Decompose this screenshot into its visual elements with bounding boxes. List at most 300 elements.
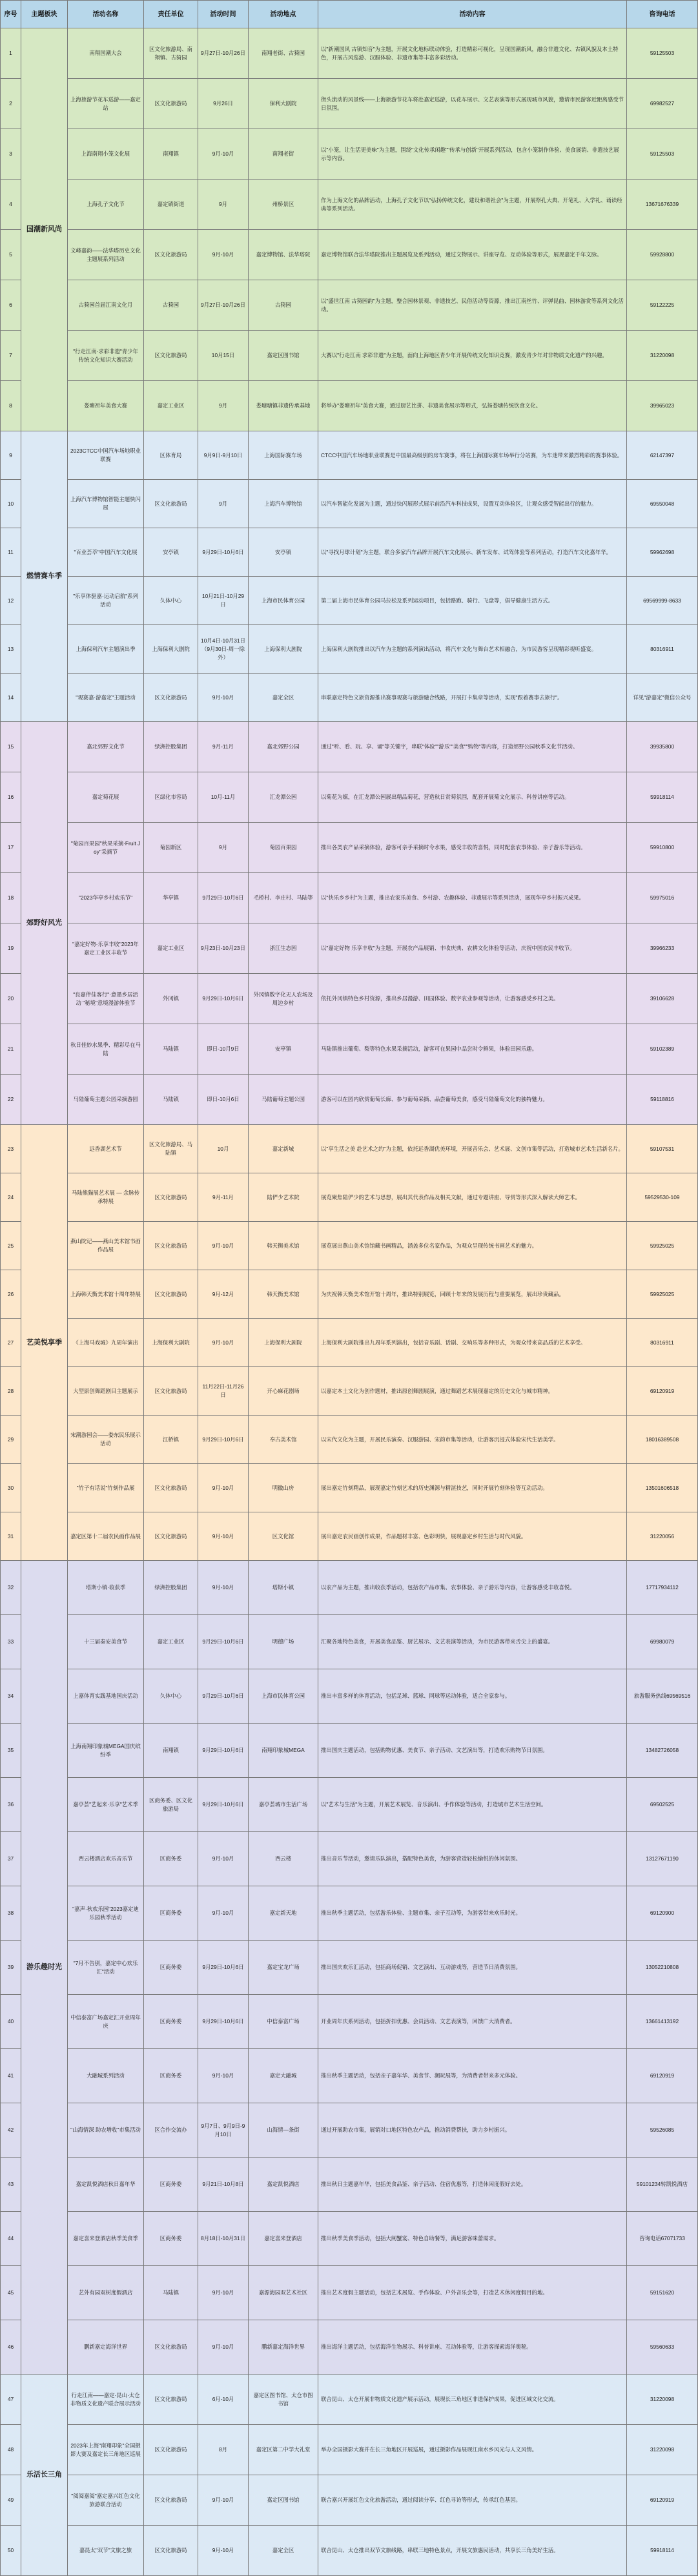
activity-place: 嘉定宝龙广场 bbox=[249, 1941, 318, 1995]
row-number: 30 bbox=[1, 1464, 21, 1512]
activity-content: 推出音乐节活动，邀请乐队演出，搭配特色美食，为游客营造轻松愉悦的休闲氛围。 bbox=[318, 1832, 627, 1886]
row-number: 28 bbox=[1, 1367, 21, 1416]
activity-place: 州桥景区 bbox=[249, 180, 318, 230]
contact-phone: 13661413192 bbox=[627, 1995, 698, 2049]
activity-place: 嘉定区图书馆 bbox=[249, 2475, 318, 2526]
activity-time: 9月-10月 bbox=[198, 2266, 249, 2320]
contact-phone: 69982527 bbox=[627, 79, 698, 129]
activity-name: 嘉定区第十二届农民画作品展 bbox=[68, 1512, 144, 1561]
activity-time: 即日-10月9日 bbox=[198, 1024, 249, 1075]
activity-content: 举办全国摄影大赛并在长三角地区开展巡展，通过摄影作品展现江南水乡风光与人文风情。 bbox=[318, 2425, 627, 2475]
responsible-unit: 区文化旅游局、马陆镇 bbox=[144, 1125, 198, 1173]
activity-place: 娄塘塘镇非遗传承基地 bbox=[249, 381, 318, 431]
activity-time: 9月-11月 bbox=[198, 722, 249, 772]
section-title: 乐活长三角 bbox=[21, 2375, 68, 2576]
activity-place: 汇龙潭公园 bbox=[249, 772, 318, 823]
contact-phone: 69120919 bbox=[627, 2475, 698, 2526]
contact-phone: 39966233 bbox=[627, 923, 698, 974]
table-row bbox=[1, 280, 698, 331]
responsible-unit: 马陆镇 bbox=[144, 1024, 198, 1075]
activity-place: 中信泰富广场 bbox=[249, 1995, 318, 2049]
activity-time: 9月-10月 bbox=[198, 1464, 249, 1512]
activity-time: 9月-10月 bbox=[198, 2320, 249, 2375]
activity-place: 嘉定凯悦酒店 bbox=[249, 2158, 318, 2212]
activity-content: 以"盛世江南 古猗园韵"为主题，整合园林景观、非遗技艺、民俗活动等资源，推出江南丝竹、评弹昆曲、园林游赏等系列文化活动。 bbox=[318, 280, 627, 331]
responsible-unit: 嘉定镇街道 bbox=[144, 180, 198, 230]
activity-content: 推出丰富多样的体育活动，包括足球、篮球、网球等运动体验，适合全家参与。 bbox=[318, 1669, 627, 1724]
table-row bbox=[1, 2475, 698, 2526]
responsible-unit: 区体育局 bbox=[144, 431, 198, 480]
contact-phone: 旅游服务热线69569516 bbox=[627, 1669, 698, 1724]
activity-place: 上海汽车博物馆 bbox=[249, 480, 318, 528]
row-number: 36 bbox=[1, 1778, 21, 1832]
row-number: 9 bbox=[1, 431, 21, 480]
table-row bbox=[1, 1886, 698, 1941]
activity-content: 上海保利大剧院推出以汽车为主题的系列演出活动，将汽车文化与舞台艺术相融合，为市民游客呈现精彩视听盛宴。 bbox=[318, 625, 627, 674]
header-name: 活动名称 bbox=[68, 1, 144, 28]
activity-time: 9月-11月 bbox=[198, 1173, 249, 1222]
responsible-unit: 南翔镇 bbox=[144, 129, 198, 180]
table-row bbox=[1, 625, 698, 674]
activity-place: 上海市民体育公园 bbox=[249, 577, 318, 625]
contact-phone: 69120919 bbox=[627, 2049, 698, 2103]
activity-content: 游客可以在园内欣赏葡萄长廊、参与葡萄采摘、品尝葡萄美食，感受马陆葡萄文化的独特魅力。 bbox=[318, 1075, 627, 1125]
table-row bbox=[1, 2526, 698, 2576]
row-number: 22 bbox=[1, 1075, 21, 1125]
row-number: 2 bbox=[1, 79, 21, 129]
header-time: 活动时间 bbox=[198, 1, 249, 28]
table-row bbox=[1, 2425, 698, 2475]
activity-content: 以"新潮国风 古镇知音"为主题，开展文化地标联动体验，打造精彩可视化，呈现国潮新风，融合非遗文化、古镇风貌及本土特色，开展古风巡游、汉服体验、非遗市集等丰富多彩活动。 bbox=[318, 28, 627, 79]
row-number: 16 bbox=[1, 772, 21, 823]
section-title: 燃情赛车季 bbox=[21, 431, 68, 722]
activity-content: 推出秋季美食季活动，包括大闸蟹宴、特色自助餐等，满足游客味蕾需求。 bbox=[318, 2212, 627, 2266]
activity-time: 9月-10月 bbox=[198, 230, 249, 280]
activity-time: 9月 bbox=[198, 180, 249, 230]
row-number: 40 bbox=[1, 1995, 21, 2049]
responsible-unit: 区商务委 bbox=[144, 1995, 198, 2049]
responsible-unit: 区文化旅游局 bbox=[144, 2526, 198, 2576]
responsible-unit: 菊园新区 bbox=[144, 823, 198, 873]
activity-place: 山海情—条街 bbox=[249, 2103, 318, 2158]
activity-name: "行走江南·求彩非遗"青少年传统文化知识大赛活动 bbox=[68, 331, 144, 381]
responsible-unit: 区商务委、区文化旅游局 bbox=[144, 1778, 198, 1832]
responsible-unit: 古猗园 bbox=[144, 280, 198, 331]
contact-phone: 59925025 bbox=[627, 1222, 698, 1270]
table-row bbox=[1, 1832, 698, 1886]
activity-place: 古猗园 bbox=[249, 280, 318, 331]
activity-time: 9月 bbox=[198, 480, 249, 528]
activity-content: 推出秋日主题嘉年华，包括美食品鉴、亲子活动、住宿优惠等，打造休闲度假好去处。 bbox=[318, 2158, 627, 2212]
activity-name: 上海南翔印象城MEGA国庆缤纷季 bbox=[68, 1724, 144, 1778]
activity-name: "7月不告别，嘉定中心欢乐汇"活动 bbox=[68, 1941, 144, 1995]
responsible-unit: 上海保利大剧院 bbox=[144, 625, 198, 674]
activity-time: 9月29日-10月6日 bbox=[198, 1778, 249, 1832]
contact-phone: 59918114 bbox=[627, 2526, 698, 2576]
row-number: 34 bbox=[1, 1669, 21, 1724]
activity-name: 远香湖艺术节 bbox=[68, 1125, 144, 1173]
row-number: 41 bbox=[1, 2049, 21, 2103]
activity-name: 上嘉体育实践基地国庆活动 bbox=[68, 1669, 144, 1724]
contact-phone: 69569999-8633 bbox=[627, 577, 698, 625]
row-number: 46 bbox=[1, 2320, 21, 2375]
activity-content: 嘉定博物馆联合法华塔院推出主题展览及系列活动，通过文物展示、讲座导览、互动体验等形式，展现嘉定千年文脉。 bbox=[318, 230, 627, 280]
contact-phone: 59118816 bbox=[627, 1075, 698, 1125]
row-number: 18 bbox=[1, 873, 21, 923]
table-row bbox=[1, 129, 698, 180]
row-number: 5 bbox=[1, 230, 21, 280]
activity-name: 上海南翔小笼文化展 bbox=[68, 129, 144, 180]
activity-time: 9月-10月 bbox=[198, 129, 249, 180]
responsible-unit: 区商务委 bbox=[144, 1941, 198, 1995]
table-row bbox=[1, 1270, 698, 1319]
activity-content: 推出国庆欢乐汇活动，包括商场促销、文艺演出、互动游戏等，营造节日消费氛围。 bbox=[318, 1941, 627, 1995]
activity-place: 明德广场 bbox=[249, 1615, 318, 1669]
activity-place: 嘉定新城 bbox=[249, 1125, 318, 1173]
activity-name: 大型原创舞蹈剧目主题展示 bbox=[68, 1367, 144, 1416]
contact-phone: 17717934112 bbox=[627, 1561, 698, 1615]
responsible-unit: 区文化旅游局 bbox=[144, 2320, 198, 2375]
table-body bbox=[1, 28, 698, 2576]
activity-name: 上海保利汽车主题演出季 bbox=[68, 625, 144, 674]
responsible-unit: 区文化旅游局 bbox=[144, 2375, 198, 2425]
table-row bbox=[1, 923, 698, 974]
table-row bbox=[1, 674, 698, 722]
header-theme: 主题板块 bbox=[21, 1, 68, 28]
activity-place: 奉古美术馆 bbox=[249, 1416, 318, 1464]
activity-name: "阅阅嘉阅"嘉定嘉兴红色文化旅游联合活动 bbox=[68, 2475, 144, 2526]
row-number: 50 bbox=[1, 2526, 21, 2576]
responsible-unit: 嘉定工业区 bbox=[144, 1615, 198, 1669]
activity-place: 外冈镇数字化无人农场及周边乡村 bbox=[249, 974, 318, 1024]
contact-phone: 31220098 bbox=[627, 331, 698, 381]
activity-content: 上海保利大剧院推出九周年系列演出，包括音乐剧、话剧、交响乐等多种形式，为观众带来高品质的艺术享受。 bbox=[318, 1319, 627, 1367]
table-row bbox=[1, 1416, 698, 1464]
row-number: 33 bbox=[1, 1615, 21, 1669]
table-row bbox=[1, 1561, 698, 1615]
activity-place: 安亭镇 bbox=[249, 528, 318, 577]
responsible-unit: 绿洲控股集团 bbox=[144, 722, 198, 772]
activity-name: 嘉北郊野文化节 bbox=[68, 722, 144, 772]
row-number: 29 bbox=[1, 1416, 21, 1464]
row-number: 48 bbox=[1, 2425, 21, 2475]
activity-content: 联合昆山、太仓推出双节文旅线路，串联三地特色景点，开展文旅惠民活动，共享长三角美好生活。 bbox=[318, 2526, 627, 2576]
contact-phone: 详见"游嘉定"微信公众号 bbox=[627, 674, 698, 722]
contact-phone: 59910800 bbox=[627, 823, 698, 873]
activity-content: 以嘉定本土文化为创作题材，推出原创舞剧展演，通过舞蹈艺术展现嘉定的历史文化与城市精神。 bbox=[318, 1367, 627, 1416]
table-row bbox=[1, 1173, 698, 1222]
responsible-unit: 南翔镇 bbox=[144, 1724, 198, 1778]
activity-content: 马陆镇推出葡萄、梨等特色水果采摘活动，游客可在果园中品尝时令鲜果，体验田园乐趣。 bbox=[318, 1024, 627, 1075]
activity-content: 展出嘉定竹刻精品，展现嘉定竹刻艺术的历史渊源与精湛技艺，同时开展竹刻体验等互动活动。 bbox=[318, 1464, 627, 1512]
activity-name: 嘉定喜来登酒店秋季美食季 bbox=[68, 2212, 144, 2266]
row-number: 43 bbox=[1, 2158, 21, 2212]
responsible-unit: 区文化旅游局 bbox=[144, 1270, 198, 1319]
header-row bbox=[1, 1, 698, 28]
activity-content: 依托外冈镇特色乡村资源，推出乡居漫游、田园体验、数字农业参观等活动，让游客感受乡村之美。 bbox=[318, 974, 627, 1024]
activity-place: 韩天衡美术馆 bbox=[249, 1222, 318, 1270]
section-title: 郊野好风光 bbox=[21, 722, 68, 1125]
responsible-unit: 区商务委 bbox=[144, 1832, 198, 1886]
table-row bbox=[1, 2049, 698, 2103]
responsible-unit: 嘉定工业区 bbox=[144, 923, 198, 974]
activity-name: "乐享体驱嘉·运动启航"系列活动 bbox=[68, 577, 144, 625]
activity-name: 燕山院记——燕山美术馆书画作品展 bbox=[68, 1222, 144, 1270]
activity-time: 9月-10月 bbox=[198, 2049, 249, 2103]
activity-content: 以农产品为主题，推出收获季活动，包括农产品市集、农事体验、亲子游乐等内容，让游客感受丰收喜悦。 bbox=[318, 1561, 627, 1615]
row-number: 26 bbox=[1, 1270, 21, 1319]
table-row bbox=[1, 79, 698, 129]
activity-time: 8月18日-10月31日 bbox=[198, 2212, 249, 2266]
activity-name: 嘉定菊花展 bbox=[68, 772, 144, 823]
activity-time: 9月-10月 bbox=[198, 1512, 249, 1561]
activity-content: 以"快乐乡乡村"为主题，推出农家乐美食、乡村游、农趣体验、非遗展示等系列活动，展现华亭乡村振兴成果。 bbox=[318, 873, 627, 923]
activity-time: 9月29日-10月6日 bbox=[198, 1669, 249, 1724]
responsible-unit: 区文化旅游局 bbox=[144, 1367, 198, 1416]
activity-name: 行走江南——嘉定·昆山·太仓非物质文化遗产联合展示活动 bbox=[68, 2375, 144, 2425]
activity-content: 为庆祝韩天衡美术馆开馆十周年，推出特别展览，回顾十年来的发展历程与重要展览，展出珍贵藏品。 bbox=[318, 1270, 627, 1319]
activity-time: 10月 bbox=[198, 1125, 249, 1173]
contact-phone: 59125503 bbox=[627, 129, 698, 180]
activity-time: 9月7日、9月9日-9月10日 bbox=[198, 2103, 249, 2158]
contact-phone: 69550048 bbox=[627, 480, 698, 528]
contact-phone: 59975016 bbox=[627, 873, 698, 923]
activity-content: 以"小笼，让生活更美味"为主题，围绕"文化传承闲趣""传承与创新"开展系列活动，包含小笼制作体验、美食展销、非遗技艺展示等内容。 bbox=[318, 129, 627, 180]
activity-time: 6月-10月 bbox=[198, 2375, 249, 2425]
activity-content: 展出嘉定农民画创作成果，作品题材丰富、色彩明快，展现嘉定乡村生活与时代风貌。 bbox=[318, 1512, 627, 1561]
activity-content: 以"艺术与生活"为主题，开展艺术展览、音乐演出、手作体验等活动，打造城市艺术生活空间。 bbox=[318, 1778, 627, 1832]
activity-time: 9月-10月 bbox=[198, 1832, 249, 1886]
row-number: 27 bbox=[1, 1319, 21, 1367]
table-row bbox=[1, 1512, 698, 1561]
table-row bbox=[1, 1724, 698, 1778]
activity-name: 嘉亭荟"艺起来·乐享"艺术季 bbox=[68, 1778, 144, 1832]
row-number: 4 bbox=[1, 180, 21, 230]
row-number: 20 bbox=[1, 974, 21, 1024]
activity-content: 第二届上海市民体育公园马拉松及系列运动项目，包括路跑、骑行、飞盘等，倡导健康生活方式。 bbox=[318, 577, 627, 625]
activity-content: 通过"听、看、玩、享、诵"等关键字，串联"体验""游乐""美食""购物"等内容，打造郊野公园秋季文化节活动。 bbox=[318, 722, 627, 772]
activity-content: 以"享生活之美 赴艺术之约"为主题，依托远香湖优美环境，开展音乐会、艺术展、文创市集等活动，打造城市艺术生活新名片。 bbox=[318, 1125, 627, 1173]
table-row bbox=[1, 28, 698, 79]
row-number: 42 bbox=[1, 2103, 21, 2158]
row-number: 17 bbox=[1, 823, 21, 873]
contact-phone: 59125503 bbox=[627, 28, 698, 79]
activity-name: 上海韩天衡美术馆十周年特展 bbox=[68, 1270, 144, 1319]
activity-place: 塔斯小镇 bbox=[249, 1561, 318, 1615]
row-number: 21 bbox=[1, 1024, 21, 1075]
activity-time: 9月 bbox=[198, 823, 249, 873]
table-row bbox=[1, 331, 698, 381]
row-number: 45 bbox=[1, 2266, 21, 2320]
row-number: 13 bbox=[1, 625, 21, 674]
activity-content: 串联嘉定特色文旅资源推出赛事观赛与旅游融合线路，开展打卡集章等活动，实现"跟着赛事去旅行"。 bbox=[318, 674, 627, 722]
row-number: 23 bbox=[1, 1125, 21, 1173]
activity-place: 嘉定博物馆、法华塔院 bbox=[249, 230, 318, 280]
contact-phone: 31220056 bbox=[627, 1512, 698, 1561]
row-number: 49 bbox=[1, 2475, 21, 2526]
activity-place: 毛桥村、李庄村、马陆等 bbox=[249, 873, 318, 923]
row-number: 31 bbox=[1, 1512, 21, 1561]
row-number: 44 bbox=[1, 2212, 21, 2266]
header-place: 活动地点 bbox=[249, 1, 318, 28]
activity-name: "嘉声·秋欢乐园"2023嘉定迪乐园秋季活动 bbox=[68, 1886, 144, 1941]
responsible-unit: 安亭镇 bbox=[144, 528, 198, 577]
responsible-unit: 区商务委 bbox=[144, 2158, 198, 2212]
contact-phone: 59101234转凯悦酒店 bbox=[627, 2158, 698, 2212]
contact-phone: 39106628 bbox=[627, 974, 698, 1024]
activity-name: 艺外有园双树度假酒店 bbox=[68, 2266, 144, 2320]
contact-phone: 39965023 bbox=[627, 381, 698, 431]
table-row bbox=[1, 823, 698, 873]
activity-time: 9月29日-10月6日 bbox=[198, 974, 249, 1024]
responsible-unit: 马陆镇 bbox=[144, 1075, 198, 1125]
activity-time: 9月-10月 bbox=[198, 1886, 249, 1941]
table-row bbox=[1, 1024, 698, 1075]
activity-time: 9月-10月 bbox=[198, 2475, 249, 2526]
table-row bbox=[1, 1995, 698, 2049]
contact-phone: 18016389508 bbox=[627, 1416, 698, 1464]
activity-place: 浙江生态园 bbox=[249, 923, 318, 974]
activity-name: 嘉定凯悦酒店秋日嘉年华 bbox=[68, 2158, 144, 2212]
activity-time: 9月29日-10月6日 bbox=[198, 873, 249, 923]
activity-place: 嘉定新天地 bbox=[249, 1886, 318, 1941]
responsible-unit: 华亭镇 bbox=[144, 873, 198, 923]
row-number: 3 bbox=[1, 129, 21, 180]
activity-time: 10月21日-10月29日 bbox=[198, 577, 249, 625]
activity-place: 西云楼 bbox=[249, 1832, 318, 1886]
activity-content: 汇聚各地特色美食，开展美食品鉴、厨艺展示、文艺表演等活动，为市民游客带来舌尖上的盛宴。 bbox=[318, 1615, 627, 1669]
activity-name: 上海旅游节花车巡游——嘉定站 bbox=[68, 79, 144, 129]
table-row bbox=[1, 2266, 698, 2320]
row-number: 32 bbox=[1, 1561, 21, 1615]
activity-name: "2023华亭乡村欢乐节" bbox=[68, 873, 144, 923]
activity-name: "竹子有话说"竹刻作品展 bbox=[68, 1464, 144, 1512]
row-number: 24 bbox=[1, 1173, 21, 1222]
activity-time: 10月-11月 bbox=[198, 772, 249, 823]
table-row bbox=[1, 772, 698, 823]
table-row bbox=[1, 1941, 698, 1995]
activity-place: 嘉定喜来登酒店 bbox=[249, 2212, 318, 2266]
responsible-unit: 外冈镇 bbox=[144, 974, 198, 1024]
contact-phone: 69120900 bbox=[627, 1886, 698, 1941]
responsible-unit: 区合作交流办 bbox=[144, 2103, 198, 2158]
activity-time: 9月29日-10月6日 bbox=[198, 1615, 249, 1669]
row-number: 14 bbox=[1, 674, 21, 722]
table-row bbox=[1, 2158, 698, 2212]
table-row bbox=[1, 577, 698, 625]
responsible-unit: 区文化旅游局 bbox=[144, 1222, 198, 1270]
table-row bbox=[1, 722, 698, 772]
row-number: 47 bbox=[1, 2375, 21, 2425]
contact-phone: 59560633 bbox=[627, 2320, 698, 2375]
activity-name: "良嘉伴佳客行"·意墨乡居活动 "秘境"意境漫游体验节 bbox=[68, 974, 144, 1024]
activity-name: "嘉定好物·乐享丰收"2023年嘉定工业区丰收节 bbox=[68, 923, 144, 974]
table-row bbox=[1, 1367, 698, 1416]
contact-phone: 59107531 bbox=[627, 1125, 698, 1173]
contact-phone: 59529530-109 bbox=[627, 1173, 698, 1222]
activity-content: 联合昆山、太仓开展非物质文化遗产展示活动，展现长三角地区非遗保护成果，促进区域文化交流。 bbox=[318, 2375, 627, 2425]
activity-content: 展览聚焦陆俨少的艺术与思想，展出其代表作品及相关文献，通过专题讲座、导赏等形式深入解读大师艺术。 bbox=[318, 1173, 627, 1222]
activity-time: 8月 bbox=[198, 2425, 249, 2475]
activity-place: 嘉亭荟城市生活广场 bbox=[249, 1778, 318, 1832]
table-row bbox=[1, 1778, 698, 1832]
contact-phone: 69120919 bbox=[627, 1367, 698, 1416]
activity-content: CTCC中国汽车场地职业联赛是中国最高级别的房车赛事，将在上海国际赛车场举行分站赛，为车迷带来激烈精彩的赛事体验。 bbox=[318, 431, 627, 480]
activity-name: 马陆葡萄主题公园采摘游园 bbox=[68, 1075, 144, 1125]
activity-place: 保利大剧院 bbox=[249, 79, 318, 129]
activity-place: 开心麻花剧场 bbox=[249, 1367, 318, 1416]
activity-name: 西云楼酒店欢乐音乐节 bbox=[68, 1832, 144, 1886]
table-row bbox=[1, 1075, 698, 1125]
responsible-unit: 区商务委 bbox=[144, 2049, 198, 2103]
responsible-unit: 区文化旅游局 bbox=[144, 1464, 198, 1512]
responsible-unit: 马陆镇 bbox=[144, 2266, 198, 2320]
row-number: 38 bbox=[1, 1886, 21, 1941]
activity-place: 菊园百果园 bbox=[249, 823, 318, 873]
activity-place: 明徽山房 bbox=[249, 1464, 318, 1512]
contact-phone: 13482726058 bbox=[627, 1724, 698, 1778]
table-row bbox=[1, 2375, 698, 2425]
contact-phone: 59151620 bbox=[627, 2266, 698, 2320]
activity-name: 南翔国潮大会 bbox=[68, 28, 144, 79]
activity-content: 作为上海文化的品牌活动，上海孔子文化节以"弘扬传统文化，建设和谐社会"为主题，开展祭孔大典、开笔礼、入学礼、诵读经典等系列活动。 bbox=[318, 180, 627, 230]
responsible-unit: 区文化旅游局 bbox=[144, 2475, 198, 2526]
activity-name: "山海情深 助农增收"市集活动 bbox=[68, 2103, 144, 2158]
activity-name: 马陆熊猫展艺术展 — 余脉传承特展 bbox=[68, 1173, 144, 1222]
activity-content: 街头流动的风景线——上海旅游节花车将赴嘉定巡游，以花车展示、文艺表演等形式展现城市风貌，邀请市民游客近距离感受节日氛围。 bbox=[318, 79, 627, 129]
activity-place: 嘉定大融城 bbox=[249, 2049, 318, 2103]
activity-content: 推出秋季主题活动，包括游乐体验、主题市集、亲子互动等，为游客带来欢乐时光。 bbox=[318, 1886, 627, 1941]
activity-time: 9月29日-10月6日 bbox=[198, 1995, 249, 2049]
row-number: 37 bbox=[1, 1832, 21, 1886]
table-row bbox=[1, 974, 698, 1024]
row-number: 10 bbox=[1, 480, 21, 528]
activity-place: 陆俨少艺术院 bbox=[249, 1173, 318, 1222]
row-number: 12 bbox=[1, 577, 21, 625]
contact-phone: 31220098 bbox=[627, 2375, 698, 2425]
activity-content: 推出海洋主题活动，包括海洋生物展示、科普讲座、互动体验等，让游客探索海洋奥秘。 bbox=[318, 2320, 627, 2375]
activity-place: 上海保利大剧院 bbox=[249, 625, 318, 674]
activity-place: 嘉定全区 bbox=[249, 2526, 318, 2576]
table-row bbox=[1, 381, 698, 431]
activity-place: 嘉源海园双艺术社区 bbox=[249, 2266, 318, 2320]
row-number: 19 bbox=[1, 923, 21, 974]
activity-name: 中信泰富广场嘉定汇开业周年庆 bbox=[68, 1995, 144, 2049]
activity-place: 上海国际赛车场 bbox=[249, 431, 318, 480]
table-row bbox=[1, 2320, 698, 2375]
row-number: 6 bbox=[1, 280, 21, 331]
activity-name: 大融城系列活动 bbox=[68, 2049, 144, 2103]
activity-time: 9月 bbox=[198, 381, 249, 431]
section-title: 游乐趣时光 bbox=[21, 1561, 68, 2375]
table-row bbox=[1, 1125, 698, 1173]
activity-content: 将举办"娄塘祈年"美食大赛，通过厨艺比拼、非遗美食展示等形式，弘扬娄塘传统饮食文化。 bbox=[318, 381, 627, 431]
activity-content: 以"寻找月球计划"为主题，联合多家汽车品牌开展汽车文化展示、新车发布、试驾体验等系列活动，打造汽车文化嘉年华。 bbox=[318, 528, 627, 577]
activity-time: 9月29日-10月6日 bbox=[198, 1941, 249, 1995]
header-unit: 责任单位 bbox=[144, 1, 198, 28]
contact-phone: 80316911 bbox=[627, 1319, 698, 1367]
activity-time: 9月-12月 bbox=[198, 1270, 249, 1319]
table-row bbox=[1, 480, 698, 528]
activity-place: 马陆葡萄主题公园 bbox=[249, 1075, 318, 1125]
responsible-unit: 嘉定工业区 bbox=[144, 381, 198, 431]
activity-time: 9月-10月 bbox=[198, 1319, 249, 1367]
contact-phone: 69502525 bbox=[627, 1778, 698, 1832]
activity-name: "百业荟萃"中国汽车文化展 bbox=[68, 528, 144, 577]
activity-name: 上海汽车博物馆智能主题快闪展 bbox=[68, 480, 144, 528]
responsible-unit: 区文化旅游局 bbox=[144, 79, 198, 129]
contact-phone: 59925025 bbox=[627, 1270, 698, 1319]
